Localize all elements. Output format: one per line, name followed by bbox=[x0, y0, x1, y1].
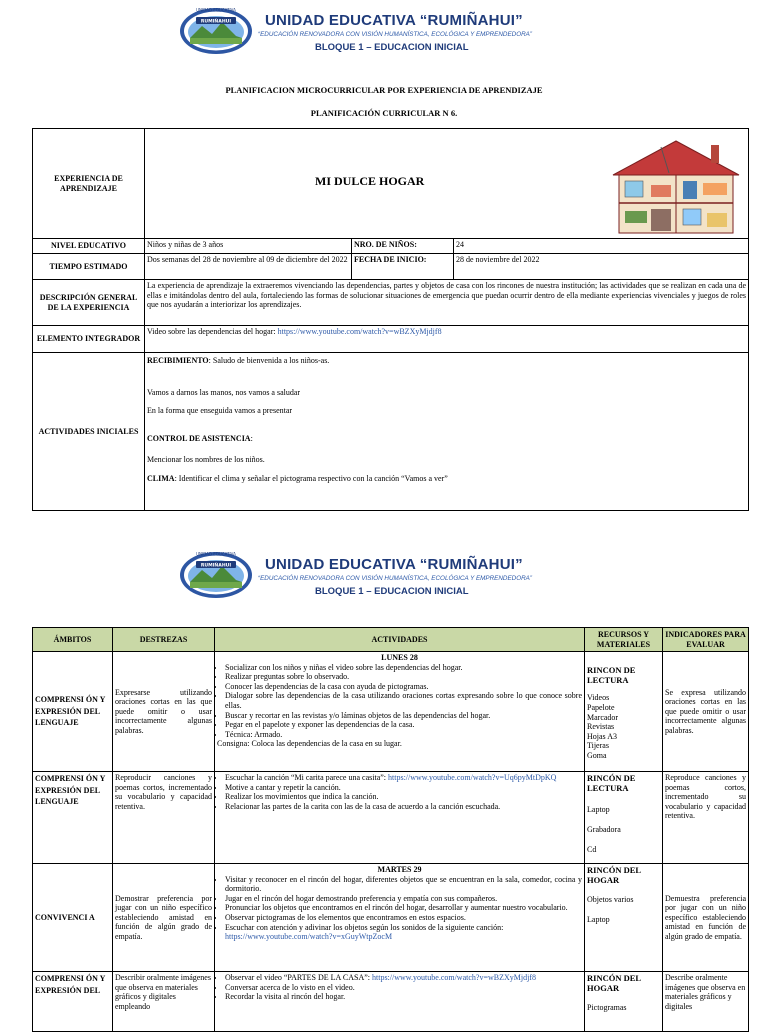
page2-header bbox=[0, 544, 768, 624]
desc-value: La experiencia de aprendizaje la extraeremos vivenciando las dependencias, partes y objetos de casa con los rincones de nuestra institución; las actividades que se realizan en cada una de ellas e imitándolas dentro del aula, fortaleciendo las formas de solucionar situaciones de emergencia que puedan ocurrir dentro de ella mediante experiencias vivenciales y juegos de roles que nos ayudarán a interiorizar los aprendizajes. bbox=[145, 280, 749, 326]
day-label: LUNES 28 bbox=[381, 653, 418, 662]
recibimiento-text: : Saludo de bienvenida a los niños-as. bbox=[208, 356, 330, 365]
list-item: Videos bbox=[587, 693, 610, 703]
svg-text:UNIDAD EDUCATIVA: UNIDAD EDUCATIVA bbox=[196, 7, 236, 13]
actividades-cell bbox=[215, 864, 585, 972]
exp-label: EXPERIENCIA DE APRENDIZAJE bbox=[33, 129, 145, 239]
header-ambitos: ÁMBITOS bbox=[33, 628, 113, 652]
list-item: Cd bbox=[587, 844, 597, 854]
list-item: • Realizar los movimientos que indica la canción. bbox=[225, 792, 582, 802]
list-item: Marcador bbox=[587, 712, 619, 722]
list-item: • Motive a cantar y repetir la canción. bbox=[225, 783, 582, 793]
school-logo-icon bbox=[178, 4, 254, 56]
actividades-cell bbox=[215, 772, 585, 864]
ambito-cell: COMPRENSI ÓN Y EXPRESIÓN DEL LENGUAJE bbox=[33, 772, 113, 864]
act-content bbox=[145, 353, 749, 511]
parts-video-link[interactable]: https://www.youtube.com/watch?v=wBZXyMjdjf8 bbox=[372, 973, 536, 982]
experience-info-table bbox=[32, 128, 749, 511]
list-item: • Recordar la visita al rincón del hogar. bbox=[225, 992, 582, 1002]
school-logo-icon bbox=[178, 548, 254, 600]
destreza-cell: Expresarse utilizando oraciones cortas en las que puede omitir o usar incorrectamente algunas palabras. bbox=[113, 652, 215, 772]
list-item: • Dialogar sobre las dependencias de la casa utilizando oraciones cortas expresando sobre lo que conoce sobre ellas. bbox=[225, 691, 582, 710]
list-item: Laptop bbox=[587, 805, 610, 815]
destreza-cell: Demostrar preferencia por jugar con un niño específico estableciendo amistad en función de algún grado de empatía. bbox=[113, 864, 215, 972]
ambito-cell: CONVIVENCI A bbox=[33, 864, 113, 972]
recibimiento-title: RECIBIMIENTO bbox=[147, 356, 209, 365]
clima-text: : Identificar el clima y señalar el pictograma respectivo con la canción “Vamos a ver” bbox=[174, 473, 448, 483]
list-item: Objetos varios bbox=[587, 895, 634, 905]
list-item: • Relacionar las partes de la carita con las de la casa de acuerdo a la canción escuchada. bbox=[225, 802, 582, 812]
house-illustration-icon bbox=[610, 135, 742, 235]
video-text: Observar el video “PARTES DE LA CASA”: bbox=[225, 973, 372, 982]
page1-header bbox=[0, 0, 768, 80]
recurso-title: RINCON DE LECTURA bbox=[587, 665, 636, 686]
table-row bbox=[33, 652, 749, 772]
recurso-title: RINCÓN DEL HOGAR bbox=[587, 973, 641, 994]
song-text: Escuchar la canción “Mi carita parece una casita”: bbox=[225, 773, 389, 782]
song-video-link[interactable]: https://www.youtube.com/watch?v=Uq6pyMtDpKQ bbox=[388, 773, 557, 782]
greeting-line-1: Vamos a darnos las manos, nos vamos a saludar bbox=[147, 387, 301, 397]
control-title: CONTROL DE ASISTENCIA bbox=[147, 433, 251, 443]
list-item: Goma bbox=[587, 750, 607, 760]
school-name: UNIDAD EDUCATIVA “RUMIÑAHUI” bbox=[265, 12, 523, 29]
table-row bbox=[33, 864, 749, 972]
indicador-cell: Describe oralmente imágenes que observa en materiales gráficos y digitales bbox=[663, 972, 749, 1032]
indicador-cell: Demuestra preferencia por jugar con un niño específico estableciendo amistad en función de algún grado de empatía. bbox=[663, 864, 749, 972]
svg-text:UNIDAD EDUCATIVA: UNIDAD EDUCATIVA bbox=[196, 551, 236, 557]
list-item: • Conversar acerca de lo visto en el video. bbox=[225, 983, 582, 993]
ambito-cell: COMPRENSI ÓN Y EXPRESIÓN DEL bbox=[33, 972, 113, 1032]
fecha-label: FECHA DE INICIO: bbox=[352, 254, 454, 280]
list-item: • Conocer las dependencias de la casa con ayuda de pictogramas. bbox=[225, 682, 582, 692]
table-row bbox=[33, 772, 749, 864]
greeting-line-2: En la forma que enseguida vamos a presentar bbox=[147, 406, 293, 416]
svg-text:RUMIÑAHUI: RUMIÑAHUI bbox=[200, 19, 232, 25]
act-label: ACTIVIDADES INICIALES bbox=[33, 353, 145, 511]
table-row bbox=[33, 972, 749, 1032]
actividades-cell bbox=[215, 652, 585, 772]
tiempo-value: Dos semanas del 28 de noviembre al 09 de diciembre del 2022 bbox=[145, 254, 352, 280]
school-motto: “EDUCACIÓN RENOVADORA CON VISIÓN HUMANÍSTICA, ECOLÓGICA Y EMPRENDEDORA” bbox=[258, 575, 532, 582]
list-item: • Socializar con los niños y niñas el video sobre las dependencias del hogar. bbox=[225, 663, 582, 673]
planning-table bbox=[32, 627, 749, 1032]
bloque-title: BLOQUE 1 – EDUCACION INICIAL bbox=[315, 42, 469, 53]
exp-value-cell bbox=[145, 129, 749, 239]
nivel-value: Niños y niñas de 3 años bbox=[145, 239, 352, 254]
day-label: MARTES 29 bbox=[377, 865, 422, 874]
list-item bbox=[225, 773, 582, 783]
exp-value: MI DULCE HOGAR bbox=[315, 174, 425, 188]
indicador-cell: Reproduce canciones y poemas cortos, incrementado su vocabulario y capacidad retentiva. bbox=[663, 772, 749, 864]
list-item: Revistas bbox=[587, 722, 615, 732]
list-item: Laptop bbox=[587, 914, 610, 924]
clima-title: CLIMA bbox=[147, 473, 175, 483]
list-item bbox=[225, 923, 582, 942]
ambito-cell: COMPRENSI ÓN Y EXPRESIÓN DEL LENGUAJE bbox=[33, 652, 113, 772]
recursos-cell bbox=[585, 652, 663, 772]
list-item: • Técnica: Armado. bbox=[225, 730, 582, 740]
elem-label: ELEMENTO INTEGRADOR bbox=[33, 326, 145, 353]
indicador-cell: Se expresa utilizando oraciones cortas en las que puede omitir o usar incorrectamente algunas palabras. bbox=[663, 652, 749, 772]
elem-text: Video sobre las dependencias del hogar: bbox=[147, 327, 278, 336]
list-item: • Observar pictogramas de los elementos que encontramos en estos espacios. bbox=[225, 913, 582, 923]
destreza-cell: Reproducir canciones y poemas cortos, incrementado su vocabulario y capacidad retentiva. bbox=[113, 772, 215, 864]
header-destrezas: DESTREZAS bbox=[113, 628, 215, 652]
list-item: Papelote bbox=[587, 702, 615, 712]
elem-video-link[interactable]: https://www.youtube.com/watch?v=wBZXyMjdjf8 bbox=[277, 327, 442, 336]
header-recursos: RECURSOS Y MATERIALES bbox=[585, 628, 663, 652]
list-item: Grabadora bbox=[587, 824, 621, 834]
sounds-video-link[interactable]: https://www.youtube.com/watch?v=xGuyWtpZocM bbox=[225, 932, 393, 942]
document-title: PLANIFICACION MICROCURRICULAR POR EXPERIENCIA DE APRENDIZAJE bbox=[225, 85, 543, 95]
names-line: Mencionar los nombres de los niños. bbox=[147, 455, 265, 465]
consigna-text: Consigna: Coloca las dependencias de la casa en su lugar. bbox=[217, 739, 402, 749]
nivel-label: NIVEL EDUCATIVO bbox=[33, 239, 145, 254]
list-item: Pictogramas bbox=[587, 1003, 627, 1013]
list-item: Hojas A3 bbox=[587, 731, 617, 741]
control-colon: : bbox=[250, 433, 253, 443]
list-item: Tijeras bbox=[587, 741, 609, 751]
header-actividades: ACTIVIDADES bbox=[215, 628, 585, 652]
fecha-value: 28 de noviembre del 2022 bbox=[454, 254, 749, 280]
recurso-title: RINCÓN DEL HOGAR bbox=[587, 865, 641, 886]
list-item bbox=[225, 973, 582, 983]
list-item: • Buscar y recortar en las revistas y/o láminas objetos de las dependencias del hogar. bbox=[225, 711, 582, 721]
recurso-title: RINCÓN DE LECTURA bbox=[587, 773, 636, 794]
list-item: • Pegar en el papelote y exponer las dependencias de la casa. bbox=[225, 720, 582, 730]
recursos-cell bbox=[585, 772, 663, 864]
bloque-title: BLOQUE 1 – EDUCACION INICIAL bbox=[315, 586, 469, 597]
school-name: UNIDAD EDUCATIVA “RUMIÑAHUI” bbox=[265, 556, 523, 573]
recursos-cell bbox=[585, 972, 663, 1032]
elem-value bbox=[145, 326, 749, 353]
actividades-cell bbox=[215, 972, 585, 1032]
recursos-cell bbox=[585, 864, 663, 972]
song-text: Escuchar con atención y adivinar los objetos según los sonidos de la siguiente canción: bbox=[225, 922, 504, 932]
svg-text:RUMIÑAHUI: RUMIÑAHUI bbox=[200, 563, 232, 569]
header-indicadores: INDICADORES PARA EVALUAR bbox=[663, 628, 749, 652]
tiempo-label: TIEMPO ESTIMADO bbox=[33, 254, 145, 280]
list-item: • Jugar en el rincón del hogar demostrando preferencia y empatía con sus compañeros. bbox=[225, 894, 582, 904]
planning-number: PLANIFICACIÓN CURRICULAR N 6. bbox=[310, 108, 458, 118]
desc-label: DESCRIPCIÓN GENERAL DE LA EXPERIENCIA bbox=[33, 280, 145, 326]
nro-value: 24 bbox=[454, 239, 749, 254]
nro-label: NRO. DE NIÑOS: bbox=[352, 239, 454, 254]
list-item: • Pronunciar los objetos que encontramos en el rincón del hogar, desarrollar y aumentar nuestro vocabulario. bbox=[225, 903, 582, 913]
destreza-cell: Describir oralmente imágenes que observa en materiales gráficos y digitales empleando bbox=[113, 972, 215, 1032]
list-item: • Visitar y reconocer en el rincón del hogar, diferentes objetos que se encuentran en la sala, comedor, cocina y dormitorio. bbox=[225, 875, 582, 894]
school-motto: “EDUCACIÓN RENOVADORA CON VISIÓN HUMANÍSTICA, ECOLÓGICA Y EMPRENDEDORA” bbox=[258, 31, 532, 38]
list-item: • Realizar preguntas sobre lo observado. bbox=[225, 672, 582, 682]
